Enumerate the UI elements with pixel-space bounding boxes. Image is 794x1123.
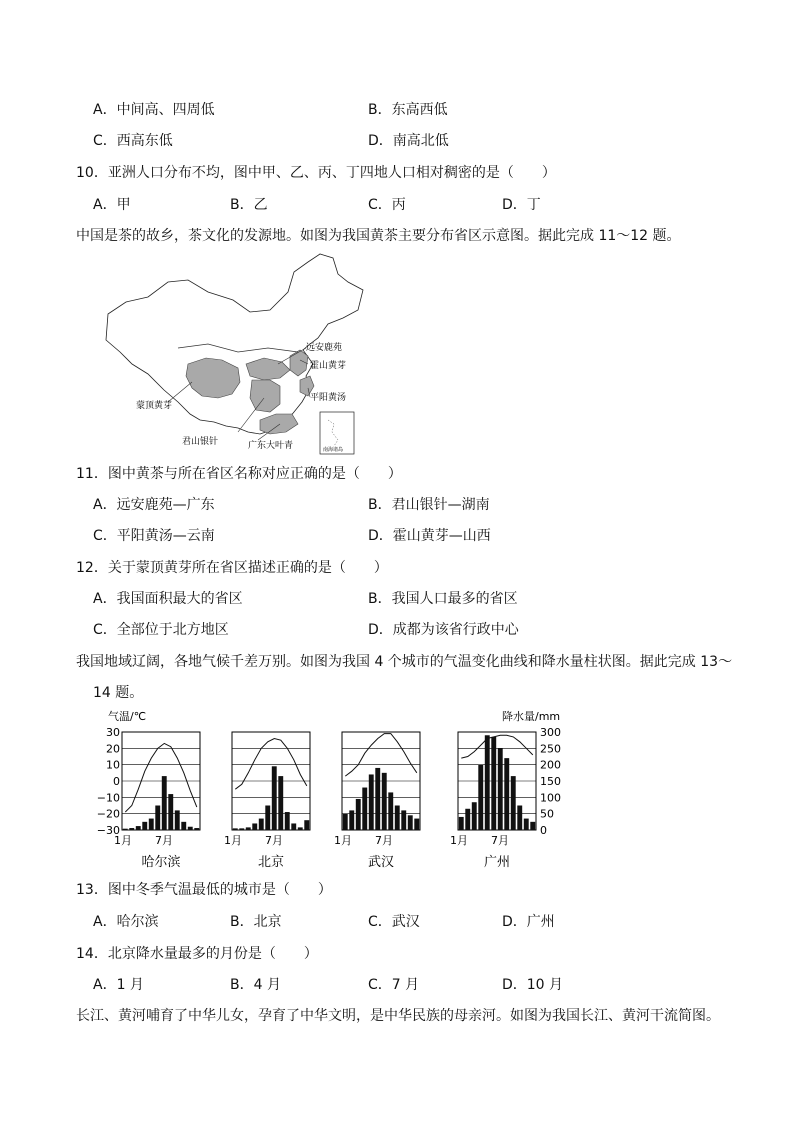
q10-option-a: A．甲 [93, 197, 131, 213]
q11-option-d: D．霍山黄芽—山西 [368, 528, 491, 544]
x-tick-label: 7月 [375, 834, 393, 847]
precip-bar [278, 776, 283, 830]
tea-label-yuan-an: 远安鹿苑 [306, 343, 343, 353]
temp-tick-label: 10 [106, 758, 120, 772]
x-tick-label: 1月 [334, 834, 352, 847]
x-tick-label: 7月 [265, 834, 283, 847]
q11-stem: 11．图中黄茶与所在省区名称对应正确的是（ ） [76, 466, 402, 482]
precip-tick-label: 50 [540, 807, 554, 821]
precip-bar [304, 820, 309, 830]
precip-bar [246, 827, 251, 830]
q10-stem: 10．亚洲人口分布不均，图中甲、乙、丙、丁四地人口相对稠密的是（ ） [76, 165, 556, 181]
precip-bar [382, 773, 387, 830]
tea-label-guangdong: 广东大叶青 [248, 441, 294, 451]
q12-option-d: D．成都为该省行政中心 [368, 622, 519, 638]
precip-bar [265, 806, 270, 831]
tea-label-pingyang: 平阳黄汤 [310, 393, 347, 403]
precip-bar [142, 822, 147, 830]
precip-tick-label: 100 [540, 791, 561, 805]
q9-option-a: A．中间高、四周低 [93, 102, 215, 118]
precip-bar [414, 819, 419, 830]
precip-bar [349, 810, 354, 830]
tea-intro: 中国是茶的故乡，茶文化的发源地。如图为我国黄茶主要分布省区示意图。据此完成 11～12 题。 [76, 228, 681, 244]
precip-bar [272, 766, 277, 830]
precip-bar [129, 828, 134, 830]
q12-stem: 12．关于蒙顶黄芽所在省区描述正确的是（ ） [76, 560, 388, 576]
precip-bar [149, 819, 154, 830]
precip-bar [136, 826, 141, 830]
q10-option-c: C．丙 [368, 197, 406, 213]
precip-bar [298, 827, 303, 830]
precip-bar [408, 815, 413, 830]
climate-chart-0 [114, 732, 200, 870]
precip-bar [369, 774, 374, 830]
city-name: 哈尔滨 [141, 855, 181, 870]
precip-bar [285, 812, 290, 830]
climate-chart-3 [450, 732, 536, 870]
precip-tick-label: 250 [540, 742, 561, 756]
q9-option-c: C．西高东低 [93, 133, 173, 149]
climate-chart-1 [224, 732, 310, 870]
precip-bar [162, 776, 167, 830]
q14-option-b: B．4 月 [230, 977, 281, 993]
precip-bar [291, 823, 296, 830]
q13-option-b: B．北京 [230, 914, 282, 930]
precip-bar [188, 827, 193, 830]
q13-stem: 13．图中冬季气温最低的城市是（ ） [76, 882, 332, 898]
precip-bar [498, 748, 503, 830]
rivers-intro: 长江、黄河哺育了中华儿女，孕育了中华文明，是中华民族的母亲河。如图为我国长江、黄河干流简图。 [76, 1008, 720, 1024]
precip-bar [517, 806, 522, 831]
q14-stem: 14．北京降水量最多的月份是（ ） [76, 946, 318, 962]
precip-bar [459, 817, 464, 830]
precip-bar [485, 735, 490, 830]
precip-bar [259, 819, 264, 830]
precip-tick-label: 200 [540, 758, 561, 772]
precip-bar [524, 819, 529, 830]
precip-axis-label: 降水量/mm [502, 710, 561, 723]
q9-option-d: D．南高北低 [368, 133, 449, 149]
x-tick-label: 1月 [450, 834, 468, 847]
precip-bar [401, 810, 406, 830]
precip-bar [194, 828, 199, 830]
precip-bar [472, 802, 477, 830]
precip-bar [343, 814, 348, 830]
climate-intro-line1: 我国地域辽阔，各地气候千差万别。如图为我国 4 个城市的气温变化曲线和降水量柱状图。据此完成 13～ [76, 654, 733, 670]
climate-intro-line2: 14 题。 [93, 685, 144, 701]
q12-option-c: C．全部位于北方地区 [93, 622, 229, 638]
q13-option-d: D．广州 [502, 914, 555, 930]
q10-option-b: B．乙 [230, 197, 268, 213]
temp-tick-label: 0 [113, 775, 120, 788]
precip-bar [155, 806, 160, 831]
precip-bar [504, 758, 509, 830]
precip-tick-label: 0 [540, 824, 547, 837]
precip-bar [511, 776, 516, 830]
city-name: 广州 [483, 855, 511, 870]
q11-option-c: C．平阳黄汤—云南 [93, 528, 215, 544]
q11-option-b: B．君山银针—湖南 [368, 497, 490, 513]
precip-bar [175, 810, 180, 830]
temp-tick-label: −20 [96, 807, 120, 821]
tea-label-junshan: 君山银针 [182, 437, 219, 447]
precip-bar [168, 794, 173, 830]
precip-bar [375, 768, 380, 830]
q14-option-c: C．7 月 [368, 977, 420, 993]
q12-option-a: A．我国面积最大的省区 [93, 591, 243, 607]
city-name: 武汉 [367, 855, 395, 870]
tea-map [88, 252, 370, 457]
x-tick-label: 1月 [114, 834, 132, 847]
x-tick-label: 7月 [491, 834, 509, 847]
q14-option-a: A．1 月 [93, 977, 144, 993]
precip-tick-label: 150 [540, 775, 561, 788]
q13-option-a: A．哈尔滨 [93, 914, 159, 930]
precip-bar [239, 828, 244, 830]
precip-bar [233, 828, 238, 830]
inset-label: 南海诸岛 [323, 447, 344, 453]
hunan-shade [250, 380, 280, 412]
tea-label-mengding: 蒙顶黄芽 [136, 401, 173, 411]
precip-bar [395, 806, 400, 831]
temp-tick-label: −30 [96, 824, 120, 837]
city-name: 北京 [257, 855, 285, 870]
precip-bar [530, 822, 535, 830]
q9-option-b: B．东高西低 [368, 102, 448, 118]
tea-label-huoshan: 霍山黄芽 [310, 361, 347, 371]
precip-bar [181, 822, 186, 830]
q10-option-d: D．丁 [502, 197, 541, 213]
precip-bar [388, 792, 393, 830]
temp-tick-label: 20 [106, 742, 120, 756]
temp-tick-label: −10 [96, 791, 120, 805]
q11-option-a: A．远安鹿苑—广东 [93, 497, 215, 513]
temp-tick-label: 30 [106, 726, 120, 739]
temp-axis-label: 气温/℃ [108, 710, 147, 723]
precip-bar [252, 823, 257, 830]
precip-bar [362, 788, 367, 830]
x-tick-label: 1月 [224, 834, 242, 847]
x-tick-label: 7月 [155, 834, 173, 847]
precip-bar [491, 737, 496, 830]
q13-option-c: C．武汉 [368, 914, 420, 930]
climate-charts [90, 708, 590, 876]
q14-option-d: D．10 月 [502, 977, 564, 993]
q12-option-b: B．我国人口最多的省区 [368, 591, 518, 607]
precip-bar [356, 799, 361, 830]
precip-bar [465, 809, 470, 830]
climate-chart-2 [334, 732, 420, 870]
precip-tick-label: 300 [540, 726, 561, 739]
precip-bar [478, 765, 483, 830]
precip-bar [123, 829, 128, 830]
